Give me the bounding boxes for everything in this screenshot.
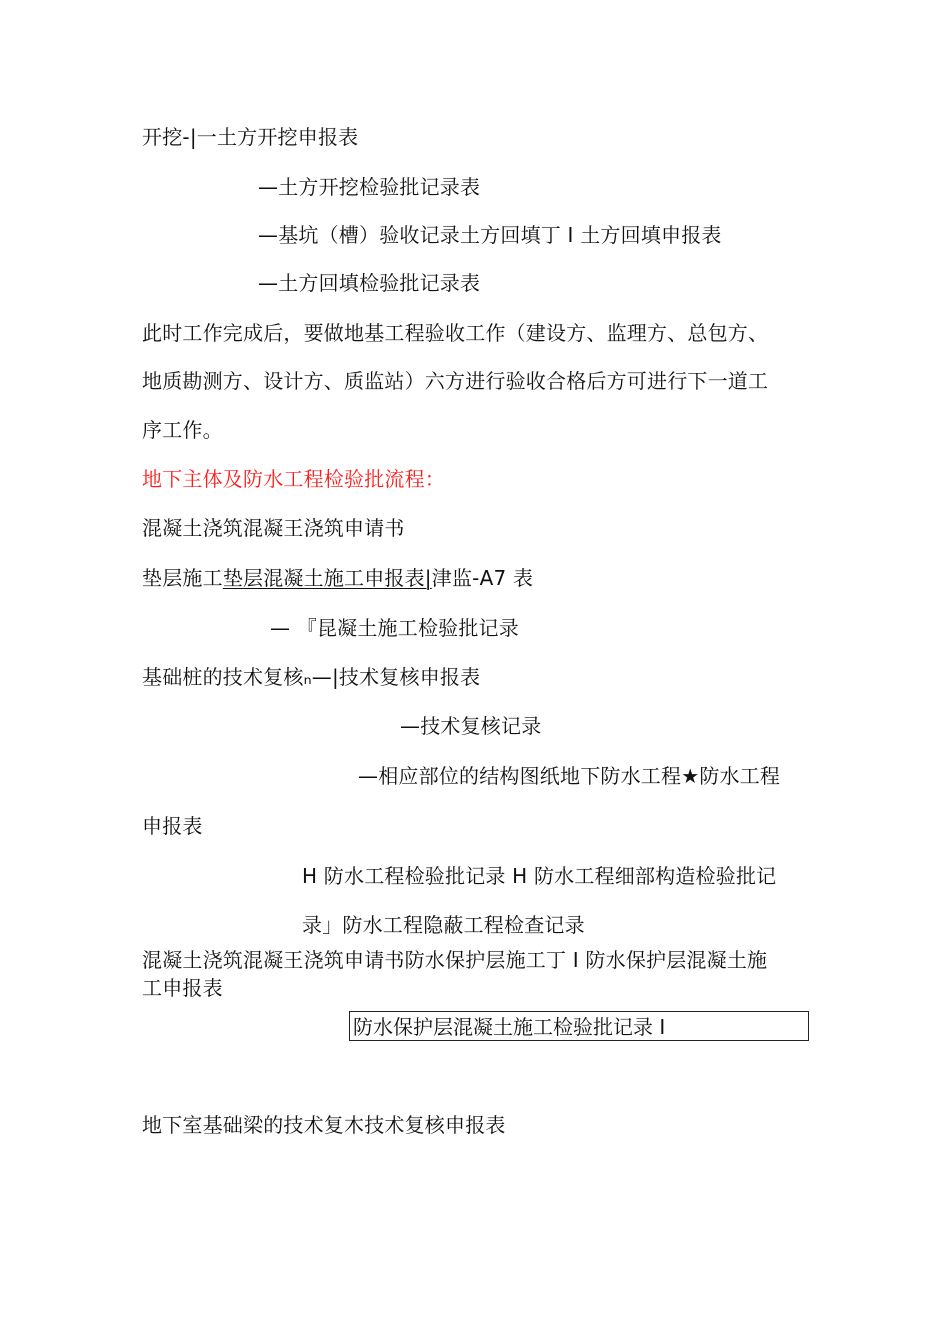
text-line-10: —相应部位的结构图纸地下防水工程★防水工程: [358, 764, 781, 788]
text-line-5: 混凝土浇筑混凝王浇筑申请书: [142, 516, 405, 540]
paragraph-line-3: 序工作。: [142, 418, 223, 442]
text-line-6: [142, 565, 533, 591]
text-line-1: 开挖-|一土方开挖申报表: [142, 125, 359, 149]
paragraph-line-1: 此时工作完成后，要做地基工程验收工作（建设方、监理方、总包方、: [142, 321, 769, 345]
text-line-13: 录」防水工程隐蔽工程检查记录: [302, 913, 585, 937]
text-line-3: —基坑（槽）验收记录土方回填丁 I 土方回填申报表: [258, 223, 722, 247]
text-line-2: —土方开挖检验批记录表: [258, 175, 481, 199]
text-line-8: 基础桩的技术复核ₙ—|技术复核申报表: [142, 665, 481, 689]
boxed-record-line: [349, 1011, 809, 1041]
text-line-14: 混凝土浇筑混凝王浇筑申请书防水保护层施工丁 I 防水保护层混凝土施: [142, 948, 768, 972]
text-line-16: 地下室基础梁的技术复木技术复核申报表: [142, 1113, 506, 1137]
text-segment: 垫层施工: [142, 566, 223, 590]
paragraph-line-2: 地质勘测方、设计方、质监站）六方进行验收合格后方可进行下一道工: [142, 369, 769, 393]
text-line-11: 申报表: [142, 814, 203, 838]
text-segment: 津监-A7 表: [431, 566, 534, 590]
text-line-7: — 『昆凝土施工检验批记录: [270, 616, 519, 640]
text-line-15: 工申报表: [142, 976, 223, 1000]
underlined-segment: 垫层混凝土施工申报表|: [222, 566, 432, 590]
text-line-9: —技术复核记录: [400, 714, 542, 738]
boxed-record-text: 防水保护层混凝土施工检验批记录 I: [353, 1015, 666, 1039]
text-line-12: H 防水工程检验批记录 H 防水工程细部构造检验批记: [302, 864, 777, 888]
text-line-4: —土方回填检验批记录表: [258, 271, 481, 295]
section-heading: 地下主体及防水工程检验批流程：: [142, 467, 445, 491]
